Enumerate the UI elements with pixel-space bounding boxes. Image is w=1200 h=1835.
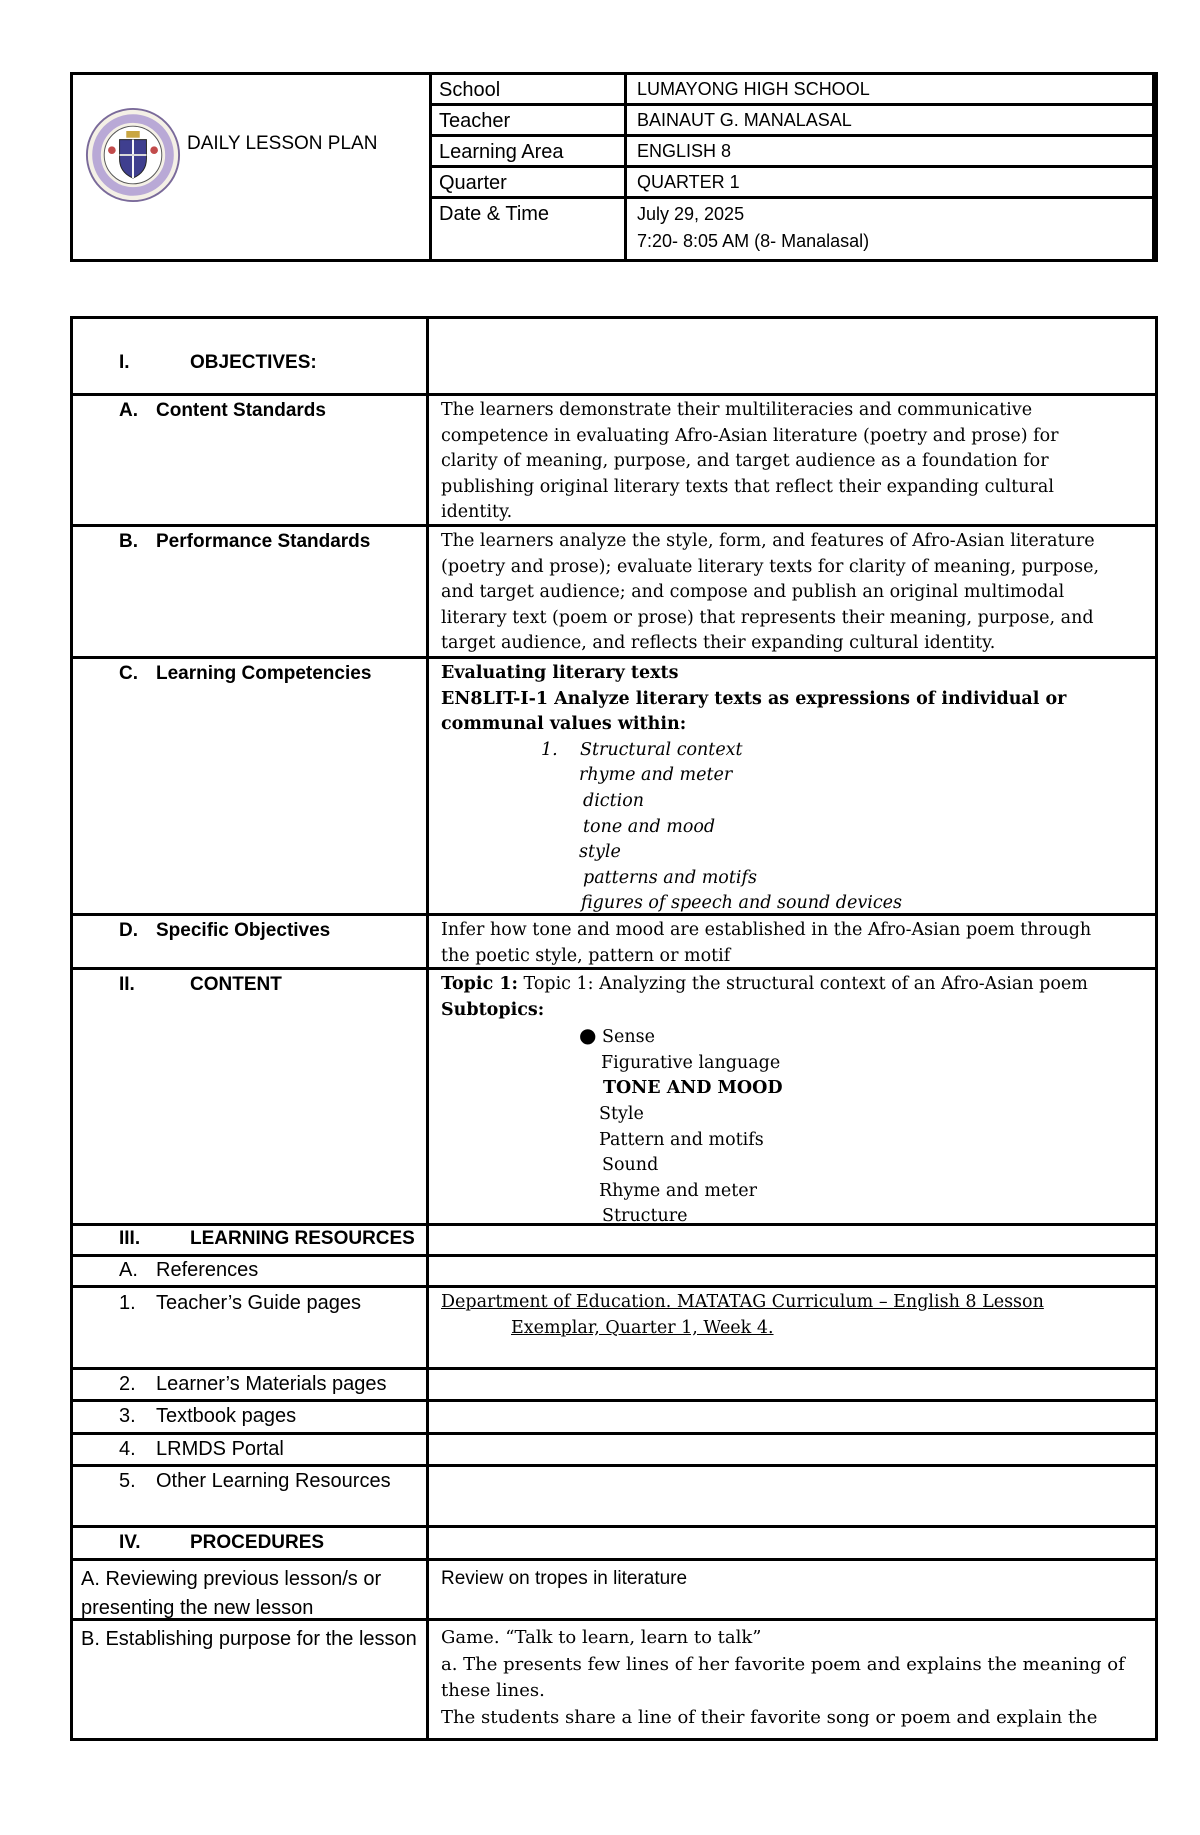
specific-objectives-letter: D. (119, 920, 138, 941)
lrmds-portal-row (73, 1435, 1155, 1467)
bullet-icon: ● (579, 1023, 597, 1048)
subtopic-item: Structure (602, 1206, 688, 1223)
teachers-guide-row (73, 1288, 1155, 1370)
references-row (73, 1257, 1155, 1288)
procedure-a-label: A. Reviewing previous lesson/s or presenting the new lesson (81, 1568, 382, 1619)
content-heading: CONTENT (190, 974, 282, 995)
competency-code-line-1: EN8LIT-I-1 Analyze literary texts as expressions of individual or (441, 688, 1067, 709)
header-row-teacher (429, 106, 1155, 137)
learners-materials-number: 2. (119, 1373, 136, 1395)
date-time-value (624, 199, 1155, 259)
competency-subitem: rhyme and meter (579, 765, 733, 786)
competency-subitem: tone and mood (583, 816, 716, 837)
learning-competencies-text (429, 659, 1155, 913)
subtopic-item: Pattern and motifs (599, 1129, 764, 1150)
lrmds-portal-number: 4. (119, 1438, 136, 1460)
textbook-number: 3. (119, 1405, 136, 1427)
references-label: References (156, 1259, 259, 1281)
header-row-school (429, 75, 1155, 106)
learners-materials-row (73, 1370, 1155, 1402)
content-standards-text: The learners demonstrate their multiliteracies and communicative competence in evaluating Afro-Asian literature (poetry and prose) for clarity of meaning, purpose, and target audience as a foundation for publishing original literary texts that reflect their expanding cultural identity. (441, 400, 1059, 523)
subtopic-item: Figurative language (601, 1052, 781, 1073)
other-resources-row (73, 1467, 1155, 1528)
learning-resources-heading: LEARNING RESOURCES (190, 1228, 415, 1249)
competency-code-line-2: communal values within: (441, 714, 687, 735)
procedures-heading: PROCEDURES (190, 1532, 325, 1553)
teachers-guide-reference: Department of Education. MATATAG Curriculum – English 8 Lesson Exemplar, Quarter 1, Week 4. (441, 1292, 1044, 1338)
teachers-guide-number: 1. (119, 1292, 136, 1314)
subtopics-label: Subtopics: (441, 999, 545, 1020)
header-row-date-time (429, 199, 1155, 259)
subtopic-item: Style (599, 1103, 644, 1124)
subtopic-item: ● Sense (579, 1023, 655, 1048)
header-row-quarter (429, 168, 1155, 199)
learners-materials-label: Learner’s Materials pages (156, 1373, 387, 1395)
procedures-number: IV. (119, 1532, 141, 1553)
content-standards-letter: A. (119, 400, 138, 421)
school-label: School (429, 75, 624, 106)
subtopic-item: Sound (602, 1155, 659, 1176)
topic-label: Topic 1: (441, 974, 518, 994)
competency-subitem: style (579, 842, 621, 863)
subtopic-item: TONE AND MOOD (603, 1078, 783, 1099)
learning-competencies-letter: C. (119, 663, 138, 684)
procedure-a-row (73, 1561, 1155, 1621)
content-standards-label: Content Standards (156, 400, 326, 421)
time-value: 7:20- 8:05 AM (8- Manalasal) (637, 231, 870, 251)
school-value: LUMAYONG HIGH SCHOOL (624, 75, 1155, 106)
competency-subitem: figures of speech and sound devices (581, 893, 902, 913)
date-time-label: Date & Time (439, 203, 550, 225)
objectives-heading: OBJECTIVES: (190, 352, 317, 373)
header-table (70, 72, 1158, 262)
specific-objectives-label: Specific Objectives (156, 920, 331, 941)
quarter-value: QUARTER 1 (624, 168, 1155, 199)
content-text (429, 970, 1155, 1223)
learning-competencies-label: Learning Competencies (156, 663, 372, 684)
procedure-b-label: B. Establishing purpose for the lesson (81, 1628, 417, 1650)
competency-subitem: patterns and motifs (583, 867, 757, 888)
performance-standards-label: Performance Standards (156, 531, 371, 552)
document-title: DAILY LESSON PLAN (187, 133, 378, 154)
performance-standards-row (73, 527, 1155, 659)
date-value: July 29, 2025 (637, 204, 745, 224)
textbook-label: Textbook pages (156, 1405, 297, 1427)
references-letter: A. (119, 1259, 138, 1281)
performance-standards-letter: B. (119, 531, 138, 552)
competency-subitem: diction (583, 790, 645, 811)
procedures-section-row (73, 1528, 1155, 1561)
topic-text: Topic 1: Analyzing the structural context of an Afro-Asian poem (517, 974, 1088, 994)
textbook-row (73, 1402, 1155, 1435)
procedure-b-row (73, 1621, 1155, 1741)
objectives-number: I. (119, 352, 130, 373)
other-resources-label: Other Learning Resources (156, 1470, 391, 1492)
specific-objectives-text: Infer how tone and mood are established in the Afro-Asian poem through the poetic style, pattern or motif (441, 920, 1092, 966)
content-standards-row (73, 396, 1155, 527)
procedure-a-text: Review on tropes in literature (441, 1568, 688, 1589)
learning-competencies-row (73, 659, 1155, 916)
other-resources-number: 5. (119, 1470, 136, 1492)
header-row-learning-area (429, 137, 1155, 168)
teacher-label: Teacher (429, 106, 624, 137)
learning-area-label: Learning Area (429, 137, 624, 168)
structural-context-item: 1. Structural context (541, 739, 743, 760)
deped-seal-icon (85, 107, 181, 203)
subtopic-item: Rhyme and meter (599, 1180, 758, 1201)
learning-resources-number: III. (119, 1228, 141, 1249)
performance-standards-text: The learners analyze the style, form, and features of Afro-Asian literature (poetry and prose); evaluate literary texts for clarity of meaning, purpose, and target audience; and compose and publish an original multimodal literary text (poem or prose) that represents their meaning, purpose, and target audience, and reflects their expanding cultural identity. (441, 531, 1100, 654)
objectives-section-row (73, 319, 1155, 396)
lrmds-portal-label: LRMDS Portal (156, 1438, 284, 1460)
lesson-plan-table (70, 316, 1158, 1741)
content-number: II. (119, 974, 135, 995)
quarter-label: Quarter (429, 168, 624, 199)
teacher-value: BAINAUT G. MANALASAL (624, 106, 1155, 137)
content-section-row (73, 970, 1155, 1226)
teachers-guide-label: Teacher’s Guide pages (156, 1292, 361, 1314)
learning-resources-section-row (73, 1226, 1155, 1257)
competency-heading: Evaluating literary texts (441, 663, 679, 683)
header-title-cell (73, 75, 432, 259)
specific-objectives-row (73, 916, 1155, 970)
learning-area-value: ENGLISH 8 (624, 137, 1155, 168)
procedure-b-text: Game. “Talk to learn, learn to talk” a. The presents few lines of her favorite poem and explains the meaning of these lines. The students share a line of their favorite song or poem and explain the (441, 1627, 1125, 1728)
